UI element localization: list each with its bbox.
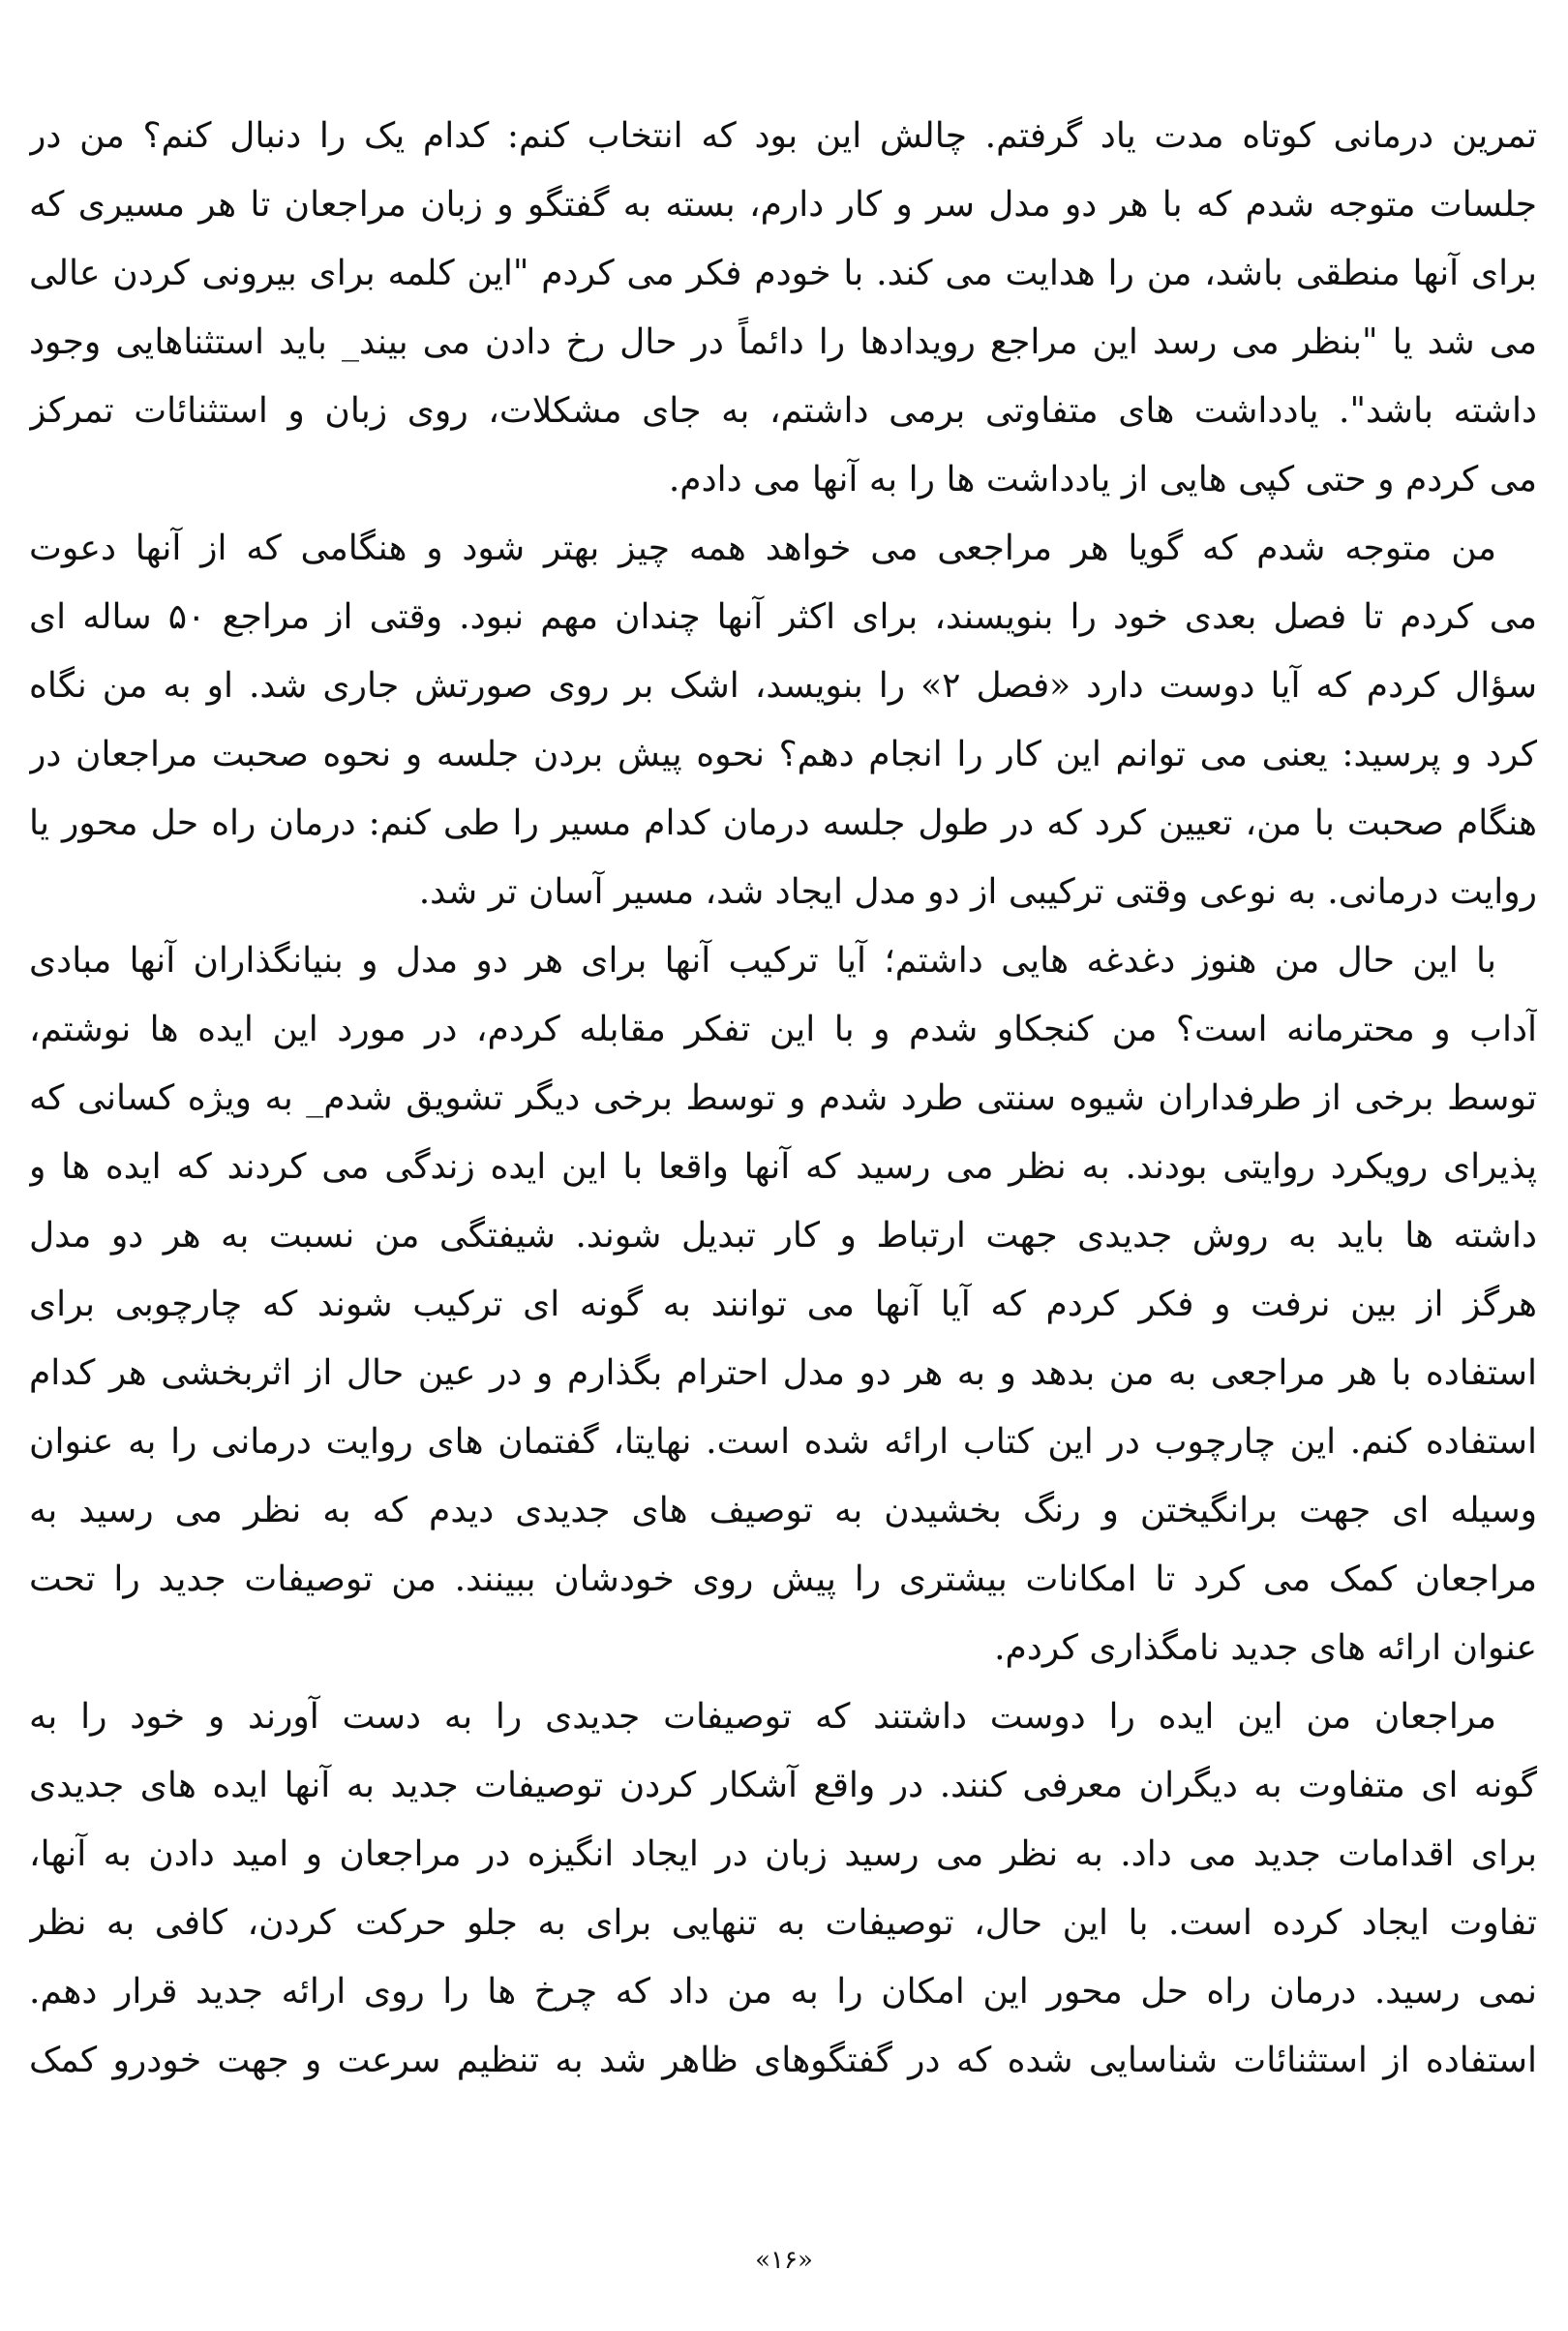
paragraph-3 xyxy=(29,926,1537,1682)
text-line: می شد یا "بنظر می رسد این مراجع رویدادها را دائماً در حال رخ دادن می بیند_ باید استثناهایی وجود xyxy=(29,322,1537,362)
text-line: هرگز از بین نرفت و فکر کردم که آیا آنها می توانند به گونه ای ترکیب شوند که چارچوبی برای xyxy=(29,1285,1537,1324)
page-number: «۱۶» xyxy=(755,2246,813,2275)
text-line: عنوان ارائه های جدید نامگذاری کردم. xyxy=(994,1628,1537,1668)
text-line: نمی رسید. درمان راه حل محور این امکان را به من داد که چرخ ها را روی ارائه جدید قرار دهم. xyxy=(29,1972,1537,2012)
text-line: گونه ای متفاوت به دیگران معرفی کنند. در واقع آشکار کردن توصیفات جدید به آنها ایده های جدیدی xyxy=(29,1766,1537,1805)
paragraph-2 xyxy=(29,514,1537,926)
text-line: وسیله ای جهت برانگیختن و رنگ بخشیدن به توصیف های جدیدی دیدم که به نظر می رسید به xyxy=(29,1491,1537,1530)
text-line: تفاوت ایجاد کرده است. با این حال، توصیفات به تنهایی برای به جلو حرکت کردن، کافی به نظر xyxy=(29,1903,1537,1943)
text-line: می کردم تا فصل بعدی خود را بنویسند، برای اکثر آنها چندان مهم نبود. وقتی از مراجع ۵۰ ساله ای xyxy=(29,597,1537,637)
text-line: استفاده از استثنائات شناسایی شده که در گفتگوهای ظاهر شد به تنظیم سرعت و جهت خودرو کمک xyxy=(29,2041,1537,2080)
text-line: داشته ها باید به روش جدیدی جهت ارتباط و کار تبدیل شوند. شیفتگی من نسبت به هر دو مدل xyxy=(29,1216,1537,1256)
text-line: جلسات متوجه شدم که با هر دو مدل سر و کار دارم، بسته به گفتگو و زبان مراجعان تا هر مسیری که xyxy=(29,185,1537,225)
text-line: با این حال من هنوز دغدغه هایی داشتم؛ آیا ترکیب آنها برای هر دو مدل و بنیانگذاران آنها مبادی xyxy=(29,941,1496,981)
text-line: آداب و محترمانه است؟ من کنجکاو شدم و با این تفکر مقابله کردم، در مورد این ایده ها نوشتم، xyxy=(29,1010,1537,1049)
text-line: استفاده با هر مراجعی به من بدهد و به هر دو مدل احترام بگذارم و در عین حال از اثربخشی هر کدام xyxy=(29,1353,1537,1393)
paragraph-4 xyxy=(29,1682,1537,2095)
text-line: سؤال کردم که آیا دوست دارد «فصل ۲» را بنویسد، اشک بر روی صورتش جاری شد. او به من نگاه xyxy=(29,666,1537,706)
text-line: پذیرای رویکرد روایتی بودند. به نظر می رسید که آنها واقعا با این ایده زندگی می کردند که ایده ها و xyxy=(29,1147,1537,1187)
text-line: مراجعان من این ایده را دوست داشتند که توصیفات جدیدی را به دست آورند و خود را به xyxy=(29,1697,1496,1737)
text-line: هنگام صحبت با من، تعیین کرد که در طول جلسه درمان کدام مسیر را طی کنم: درمان راه حل محور یا xyxy=(29,803,1537,843)
text-line: من متوجه شدم که گویا هر مراجعی می خواهد همه چیز بهتر شود و هنگامی که از آنها دعوت xyxy=(29,529,1496,568)
text-line: داشته باشد". یادداشت های متفاوتی برمی داشتم، به جای مشکلات، روی زبان و استثنائات تمرکز xyxy=(29,391,1537,431)
text-line: می کردم و حتی کپی هایی از یادداشت ها را به آنها می دادم. xyxy=(668,460,1537,500)
text-line: روایت درمانی. به نوعی وقتی ترکیبی از دو مدل ایجاد شد، مسیر آسان تر شد. xyxy=(418,872,1537,912)
text-line: برای اقدامات جدید می داد. به نظر می رسید زبان در ایجاد انگیزه در مراجعان و امید دادن به آنها، xyxy=(29,1834,1537,1874)
document-body xyxy=(29,102,1537,2095)
text-line: توسط برخی از طرفداران شیوه سنتی طرد شدم و توسط برخی دیگر تشویق شدم_ به ویژه کسانی که xyxy=(29,1078,1537,1118)
text-line: برای آنها منطقی باشد، من را هدایت می کند. با خودم فکر می کردم "این کلمه برای بیرونی کردن عالی xyxy=(29,254,1537,293)
paragraph-1 xyxy=(29,102,1537,514)
text-line: کرد و پرسید: یعنی می توانم این کار را انجام دهم؟ نحوه پیش بردن جلسه و نحوه صحبت مراجعان در xyxy=(29,735,1537,774)
text-line: تمرین درمانی کوتاه مدت یاد گرفتم. چالش این بود که انتخاب کنم: کدام یک را دنبال کنم؟ من در xyxy=(29,116,1537,156)
text-line: استفاده کنم. این چارچوب در این کتاب ارائه شده است. نهایتا، گفتمان های روایت درمانی را به عنوان xyxy=(29,1422,1537,1462)
text-line: مراجعان کمک می کرد تا امکانات بیشتری را پیش روی خودشان ببینند. من توصیفات جدید را تحت xyxy=(29,1559,1537,1599)
